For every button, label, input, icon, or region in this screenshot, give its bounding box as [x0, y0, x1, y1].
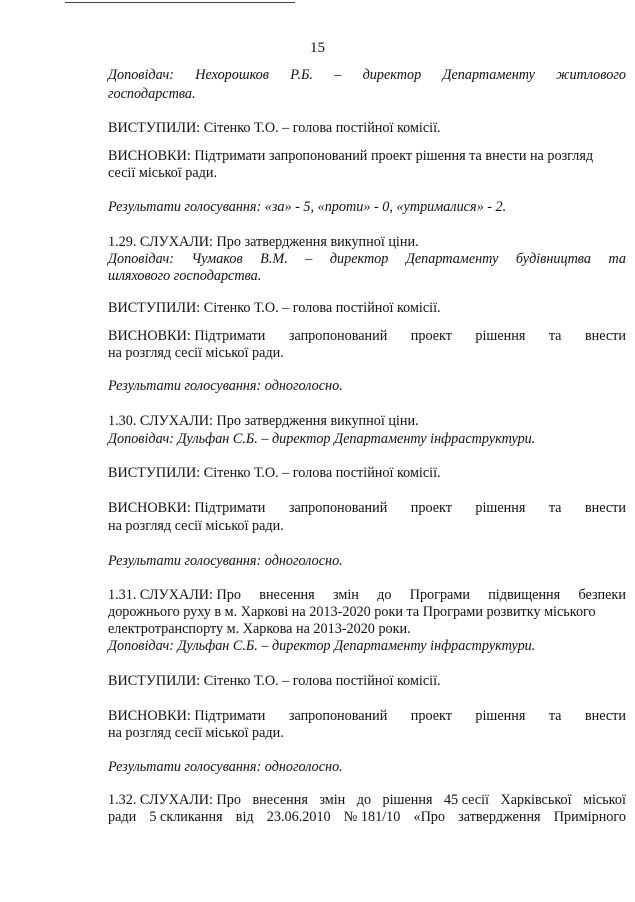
- word: Р.Б.: [290, 67, 313, 83]
- vote-result: Результати голосування: одноголосно.: [108, 759, 343, 775]
- conclusion-line-cont: на розгляд сесії міської ради.: [108, 725, 284, 741]
- heard-line-cont: дорожнього руху в м. Харкові на 2013-2020 роки та Програми розвитку міського: [108, 604, 596, 620]
- word: будівництва: [515, 251, 591, 267]
- word: Департаменту: [405, 251, 499, 267]
- word: проект: [410, 328, 452, 344]
- word: 45 сесії: [443, 792, 489, 808]
- word: від: [235, 809, 254, 825]
- conclusion-line: [108, 499, 626, 518]
- conclusion-line: ВИСНОВКИ: Підтримати запропонований проект рішення та внести на розгляд: [108, 148, 594, 164]
- word: рішення: [382, 792, 433, 808]
- speaker-line: Доповідач: Дульфан С.Б. – директор Департаменту інфраструктури.: [108, 431, 536, 447]
- word: Примірного: [553, 809, 626, 825]
- word: внести: [584, 500, 626, 516]
- word: та: [608, 251, 626, 267]
- word: змін: [332, 587, 359, 603]
- page-number: 15: [310, 40, 325, 56]
- word: ВИСНОВКИ: Підтримати: [108, 708, 266, 724]
- word: безпеки: [578, 587, 626, 603]
- word: Харківської: [500, 792, 572, 808]
- heard-line: 1.29. СЛУХАЛИ: Про затвердження викупної ціни.: [108, 234, 419, 250]
- vote-result: Результати голосування: одноголосно.: [108, 378, 343, 394]
- word: рішення: [475, 708, 526, 724]
- word: № 181/10: [343, 809, 401, 825]
- word: проект: [410, 708, 452, 724]
- word: В.М.: [260, 251, 288, 267]
- speaker-line-cont: шляхового господарства.: [108, 268, 262, 284]
- vote-result: Результати голосування: одноголосно.: [108, 553, 343, 569]
- word: рішення: [475, 328, 526, 344]
- word: директор: [362, 67, 422, 83]
- word: затвердження: [458, 809, 541, 825]
- word: Програми: [409, 587, 470, 603]
- word: 1.32. СЛУХАЛИ: Про: [108, 792, 241, 808]
- word: та: [548, 708, 562, 724]
- heard-line-cont: [108, 808, 626, 827]
- top-rule: [65, 2, 295, 3]
- speaker-line: [108, 66, 626, 85]
- word: житлового: [556, 67, 626, 83]
- word: –: [305, 251, 313, 267]
- word: директор: [329, 251, 389, 267]
- spoke-line: ВИСТУПИЛИ: Сітенко Т.О. – голова постійної комісії.: [108, 300, 441, 316]
- word: проект: [410, 500, 452, 516]
- heard-line: 1.30. СЛУХАЛИ: Про затвердження викупної ціни.: [108, 413, 419, 429]
- word: Доповідач:: [108, 67, 174, 83]
- word: запропонований: [288, 708, 388, 724]
- word: 5 скликання: [149, 809, 223, 825]
- word: внесення: [259, 587, 315, 603]
- conclusion-line-cont: сесії міської ради.: [108, 165, 218, 181]
- word: змін: [319, 792, 346, 808]
- word: Доповідач:: [108, 251, 174, 267]
- word: міської: [583, 792, 626, 808]
- word: та: [548, 500, 562, 516]
- word: Нехорошков: [195, 67, 269, 83]
- word: ВИСНОВКИ: Підтримати: [108, 328, 266, 344]
- vote-result: Результати голосування: «за» - 5, «проти» - 0, «утрималися» - 2.: [108, 199, 507, 215]
- word: ВИСНОВКИ: Підтримати: [108, 500, 266, 516]
- spoke-line: ВИСТУПИЛИ: Сітенко Т.О. – голова постійної комісії.: [108, 673, 441, 689]
- spoke-line: ВИСТУПИЛИ: Сітенко Т.О. – голова постійної комісії.: [108, 120, 441, 136]
- speaker-line-cont: господарства.: [108, 86, 196, 102]
- word: ради: [108, 809, 137, 825]
- word: внести: [584, 328, 626, 344]
- word: –: [334, 67, 342, 83]
- word: запропонований: [288, 328, 388, 344]
- word: 1.31. СЛУХАЛИ: Про: [108, 587, 241, 603]
- word: 23.06.2010: [266, 809, 331, 825]
- word: запропонований: [288, 500, 388, 516]
- conclusion-line-cont: на розгляд сесії міської ради.: [108, 345, 284, 361]
- word: Чумаков: [191, 251, 243, 267]
- spoke-line: ВИСТУПИЛИ: Сітенко Т.О. – голова постійної комісії.: [108, 465, 441, 481]
- word: до: [377, 587, 392, 603]
- word: рішення: [475, 500, 526, 516]
- speaker-line: Доповідач: Дульфан С.Б. – директор Департаменту інфраструктури.: [108, 638, 536, 654]
- word: «Про: [413, 809, 445, 825]
- word: та: [548, 328, 562, 344]
- word: внесення: [252, 792, 308, 808]
- conclusion-line-cont: на розгляд сесії міської ради.: [108, 518, 284, 534]
- word: внести: [584, 708, 626, 724]
- word: підвищення: [488, 587, 561, 603]
- word: до: [356, 792, 372, 808]
- heard-line-cont: електротранспорту м. Харкова на 2013-2020 роки.: [108, 621, 411, 637]
- word: Департаменту: [442, 67, 535, 83]
